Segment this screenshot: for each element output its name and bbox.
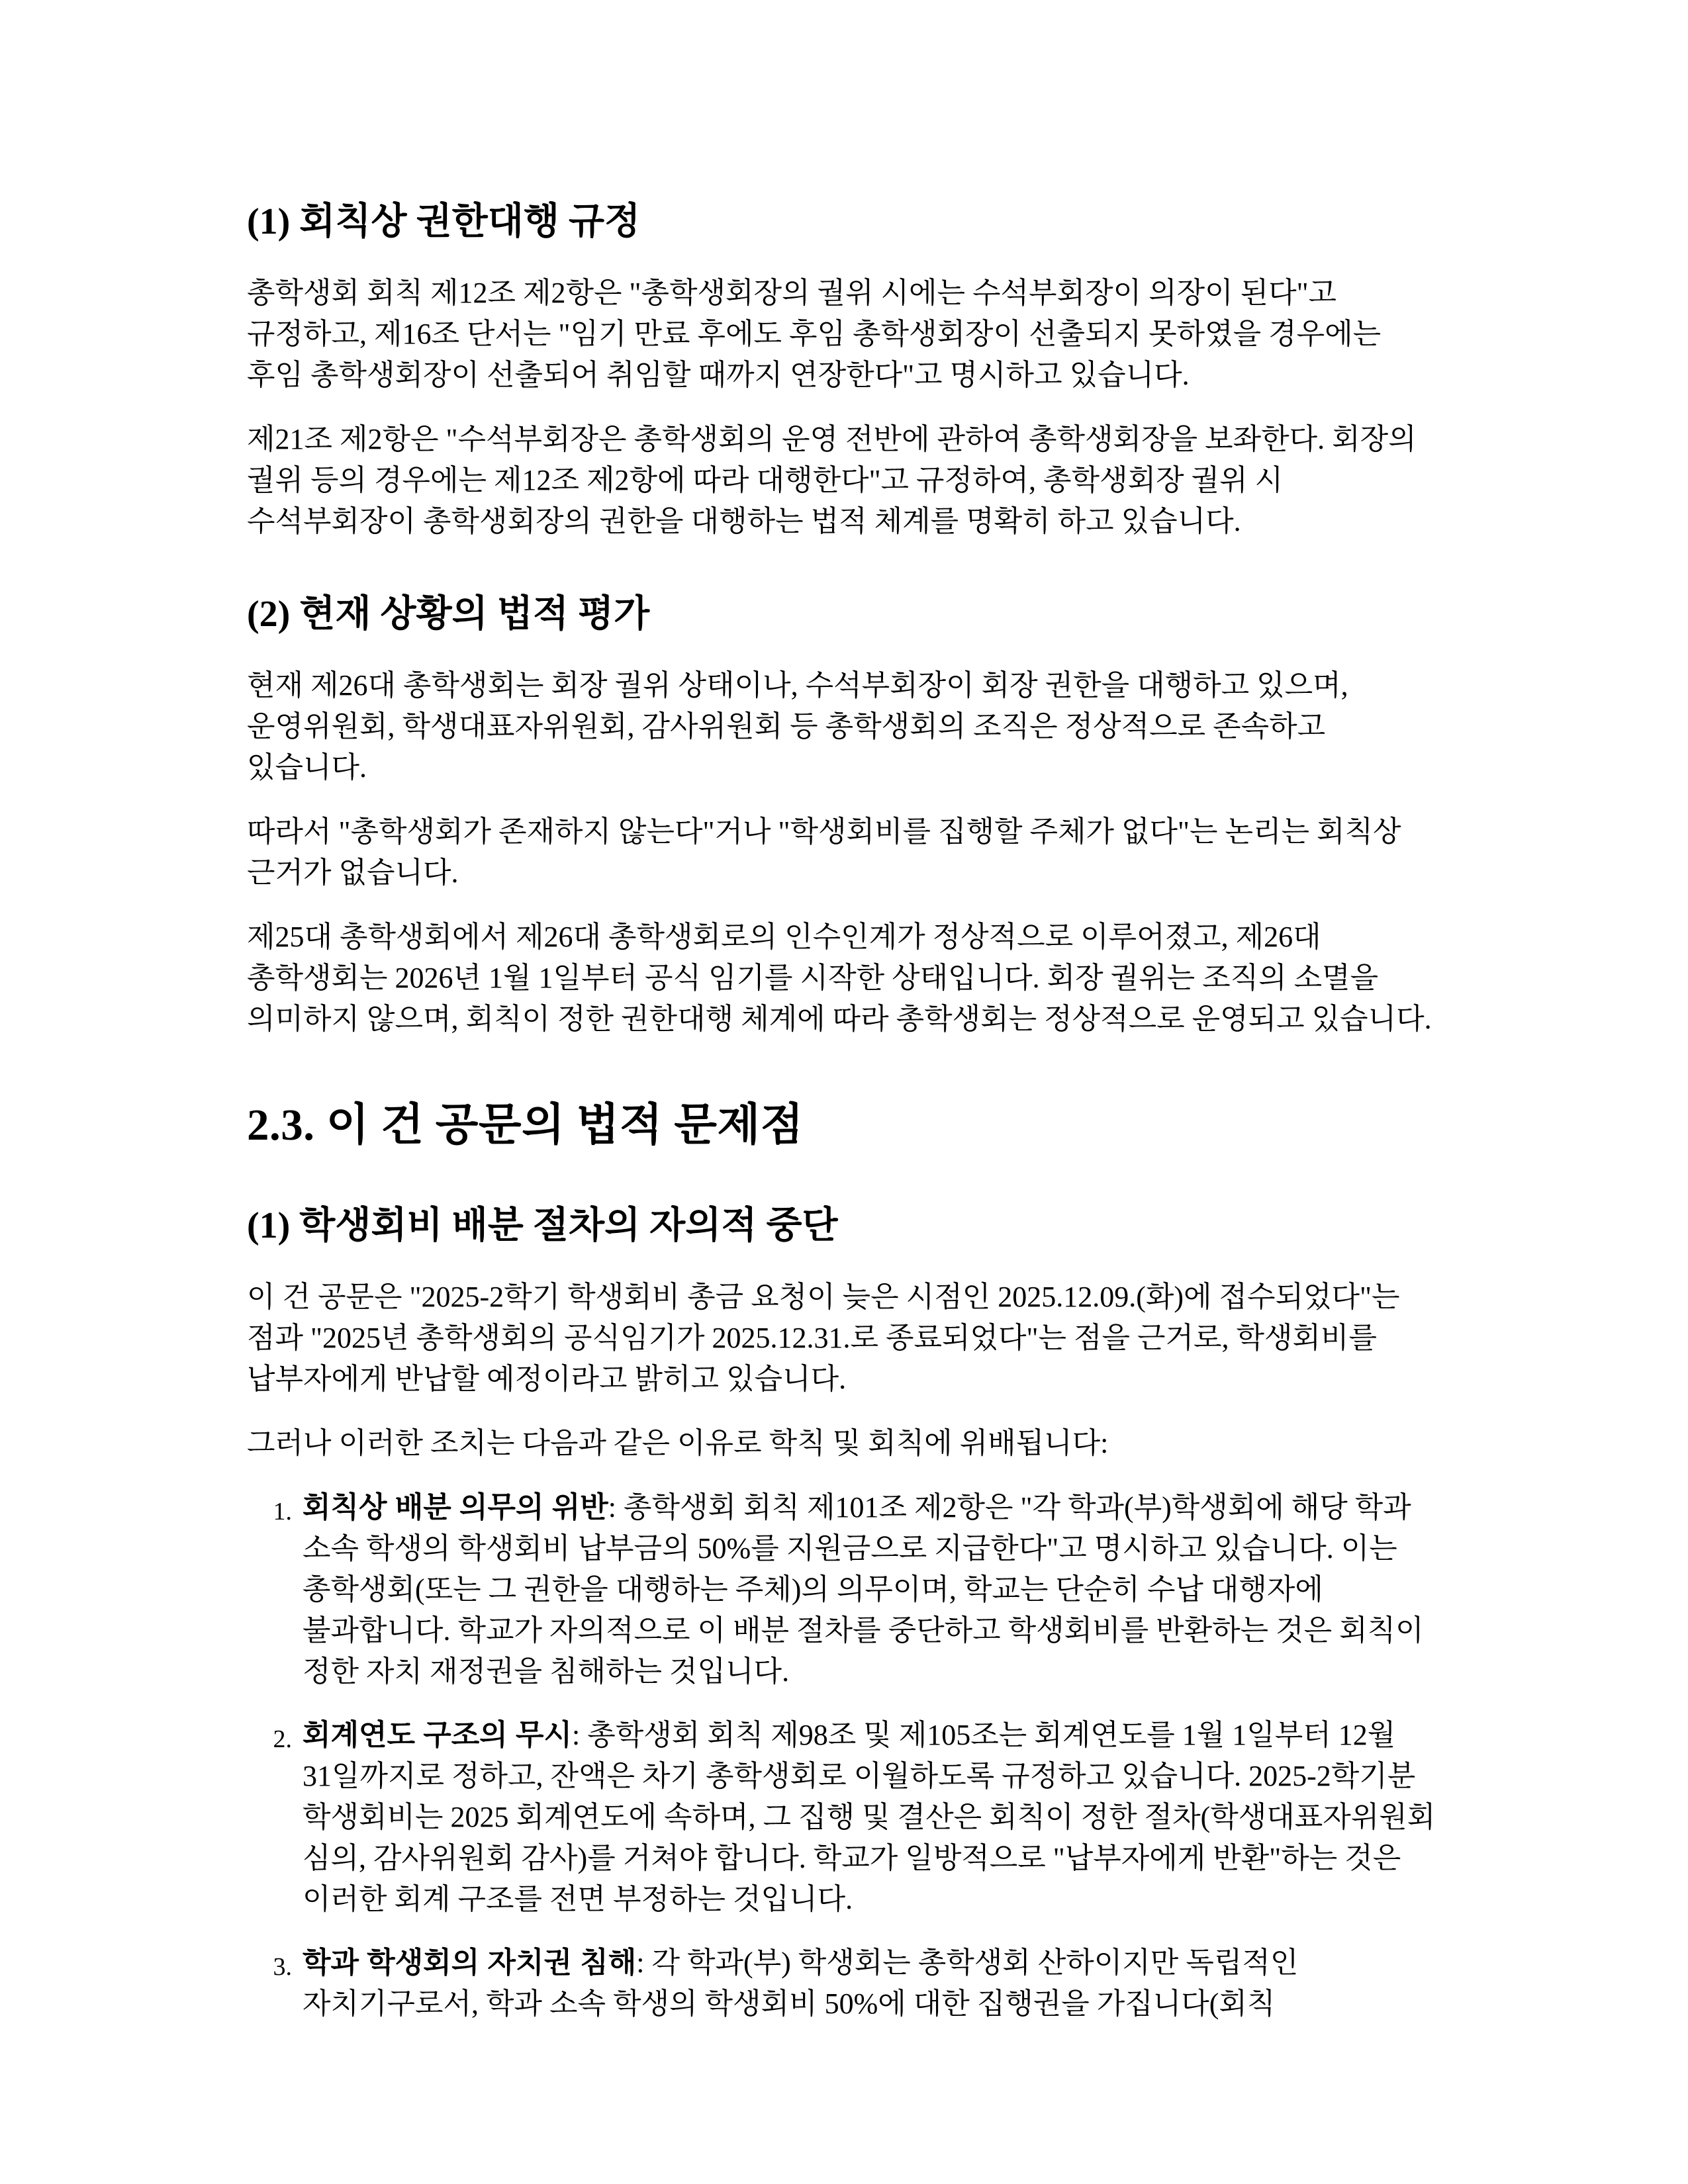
paragraph-authority-1: 총학생회 회칙 제12조 제2항은 "총학생회장의 궐위 시에는 수석부회장이 의장이 된다"고 규정하고, 제16조 단서는 "임기 만료 후에도 후임 총학생회장이 선출되지 못하였을 경우에는 후임 총학생회장이 선출되어 취임할 때까지 연장한다"고 명시하고 있습니다.: [247, 277, 1382, 391]
list-item-label: 학과 학생회의 자치권 침해: [303, 1946, 637, 1979]
list-item-label: 회칙상 배분 의무의 위반: [303, 1490, 608, 1524]
paragraph-assessment-1: 현재 제26대 총학생회는 회장 궐위 상태이나, 수석부회장이 회장 권한을 대행하고 있으며, 운영위원회, 학생대표자위원회, 감사위원회 등 총학생회의 조직은 정상적으로 존속하고 있습니다.: [247, 669, 1348, 784]
list-item-marker: 2.: [273, 1725, 292, 1753]
paragraph-issues-1: 이 건 공문은 "2025-2학기 학생회비 총금 요청이 늦은 시점인 2025.12.09.(화)에 접수되었다"는 점과 "2025년 총학생회의 공식임기가 2025.12.31.로 종료되었다"는 점을 근거로, 학생회비를 납부자에게 반납할 예정이라고 밝히고 있습니다.: [247, 1280, 1400, 1395]
section-heading-arbitrary-suspension: (1) 학생회비 배분 절차의 자의적 중단: [247, 1205, 838, 1246]
list-item-department-autonomy: [273, 1942, 1438, 2025]
paragraph-issues-2: 그러나 이러한 조치는 다음과 같은 이유로 학칙 및 회칙에 위배됩니다:: [247, 1426, 1109, 1459]
list-item-marker: 1.: [273, 1497, 292, 1525]
list-item-distribution-duty: [273, 1487, 1438, 1692]
section-heading-legal-assessment: (2) 현재 상황의 법적 평가: [247, 594, 650, 635]
list-item-marker: 3.: [273, 1952, 292, 1981]
list-item-text: : 총학생회 회칙 제98조 및 제105조는 회계연도를 1월 1일부터 12월 31일까지로 정하고, 잔액은 차기 총학생회로 이월하도록 규정하고 있습니다. 2025-2학기분 학생회비는 2025 회계연도에 속하며, 그 집행 및 결산은 회칙이 정한 절차(학생대표자위원회 심의, 감사위원회 감사)를 거쳐야 합니다. 학교가 일방적으로 "납부자에게 반환"하는 것은 이러한 회계 구조를 전면 부정하는 것입니다.: [303, 1718, 1436, 1915]
section-heading-authority-delegation: (1) 회칙상 권한대행 규정: [247, 201, 641, 242]
chapter-heading-legal-problems: 2.3. 이 건 공문의 법적 문제점: [247, 1101, 804, 1150]
list-item-fiscal-year: [273, 1715, 1438, 1920]
paragraph-assessment-2: 따라서 "총학생회가 존재하지 않는다"거나 "학생회비를 집행할 주체가 없다"는 논리는 회칙상 근거가 없습니다.: [247, 815, 1401, 889]
violation-list: [247, 1487, 1438, 2025]
paragraph-authority-2: 제21조 제2항은 "수석부회장은 총학생회의 운영 전반에 관하여 총학생회장을 보좌한다. 회장의 궐위 등의 경우에는 제12조 제2항에 따라 대행한다"고 규정하여, 총학생회장 궐위 시 수석부회장이 총학생회장의 권한을 대행하는 법적 체계를 명확히 하고 있습니다.: [247, 423, 1417, 537]
list-item-text: : 총학생회 회칙 제101조 제2항은 "각 학과(부)학생회에 해당 학과 소속 학생의 학생회비 납부금의 50%를 지원금으로 지급한다"고 명시하고 있습니다. 이는 총학생회(또는 그 권한을 대행하는 주체)의 의무이며, 학교는 단순히 수납 대행자에 불과합니다. 학교가 자의적으로 이 배분 절차를 중단하고 학생회비를 반환하는 것은 회칙이 정한 자치 재정권을 침해하는 것입니다.: [303, 1490, 1424, 1688]
list-item-label: 회계연도 구조의 무시: [303, 1718, 572, 1751]
list-item-text: : 각 학과(부) 학생회는 총학생회 산하이지만 독립적인 자치기구로서, 학과 소속 학생의 학생회비 50%에 대한 집행권을 가집니다(회칙: [303, 1946, 1299, 2020]
paragraph-assessment-3: 제25대 총학생회에서 제26대 총학생회로의 인수인계가 정상적으로 이루어졌고, 제26대 총학생회는 2026년 1월 1일부터 공식 임기를 시작한 상태입니다. 회장 궐위는 조직의 소멸을 의미하지 않으며, 회칙이 정한 권한대행 체계에 따라 총학생회는 정상적으로 운영되고 있습니다.: [247, 921, 1432, 1035]
